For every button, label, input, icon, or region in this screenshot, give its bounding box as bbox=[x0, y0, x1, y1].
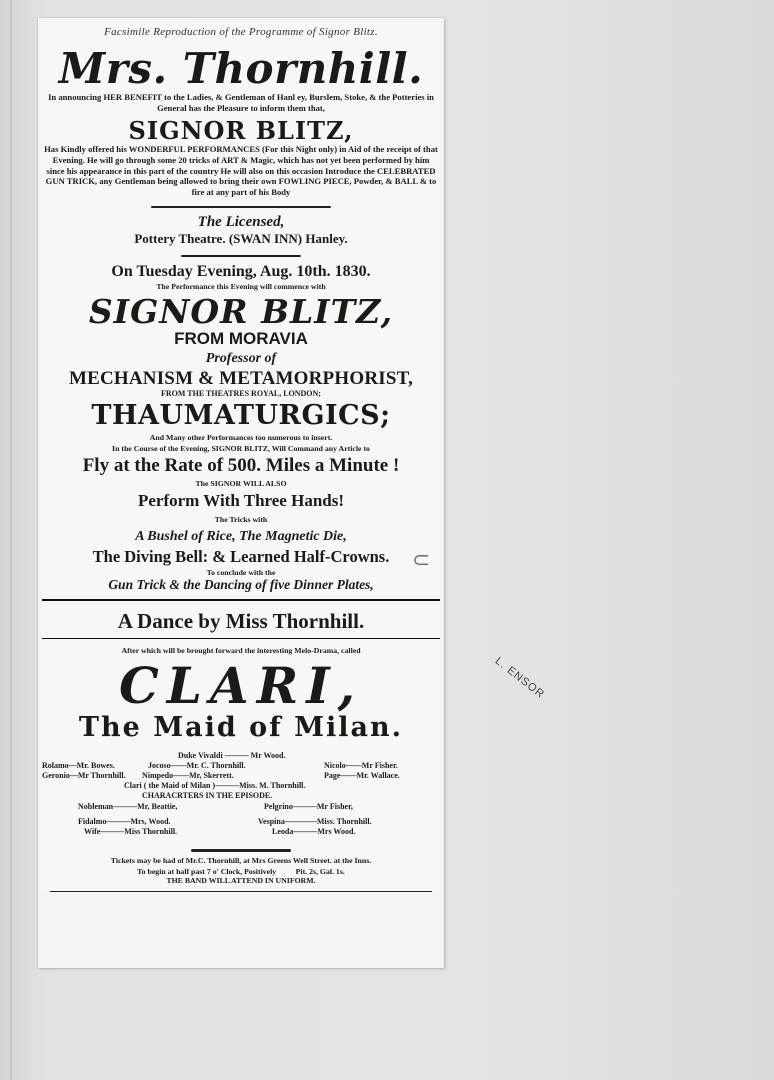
ornamental-rule bbox=[151, 204, 331, 210]
maid-of-milan-title: The Maid of Milan. bbox=[78, 711, 404, 743]
rice-die-line: A Bushel of Rice, The Magnetic Die, bbox=[135, 529, 347, 545]
cast-page: Page——Mr. Wallace. bbox=[324, 770, 400, 780]
thaumaturgics-line: THAUMATURGICS; bbox=[91, 399, 391, 431]
pencil-mark: ⊂ bbox=[412, 548, 431, 573]
gun-trick-line: Gun Trick & the Dancing of five Dinner Plates, bbox=[108, 577, 374, 593]
intro-text: In announcing HER BENEFIT to the Ladies, & Gentleman of Hanl ey, Burslem, Stoke, & the Potteries in General has the Pleasure to inform them that, bbox=[48, 92, 434, 114]
bottom-rule bbox=[50, 891, 432, 892]
divider-rule bbox=[42, 599, 440, 601]
from-theatres-line: FROM THE THEATRES ROYAL, LONDON; bbox=[161, 389, 321, 399]
three-hands-line: Perform With Three Hands! bbox=[137, 491, 345, 511]
cast-geronio: Geronio—Mr Thornhill. bbox=[42, 770, 126, 780]
after-which-line: After which will be brought forward the interesting Melo-Drama, called bbox=[121, 646, 361, 656]
cast-vespina: Vespina————Miss. Thornhill. bbox=[258, 816, 372, 826]
cast-nimpedo: Nimpedo——Mr, Skerrett. bbox=[142, 770, 234, 780]
benefit-title: Mrs. Thornhill. bbox=[58, 44, 424, 94]
blitz-headline: SIGNOR BLITZ, bbox=[88, 291, 394, 331]
cast-list bbox=[42, 751, 440, 843]
licensed-line: The Licensed, bbox=[197, 213, 285, 230]
ornamental-rule-2 bbox=[181, 253, 301, 259]
dance-line: A Dance by Miss Thornhill. bbox=[117, 609, 365, 634]
many-other-line: And Many other Performances too numerous to insert. bbox=[149, 432, 333, 442]
ensor-stamp: L. ENSOR bbox=[492, 655, 547, 702]
from-moravia: FROM MORAVIA bbox=[174, 329, 308, 349]
will-also-line: The SIGNOR WILL ALSO bbox=[195, 478, 287, 488]
cast-jocoso: Jocoso——Mr. C. Thornhill. bbox=[148, 760, 246, 770]
in-course-line: In the Course of the Evening, SIGNOR BLITZ, Will Command any Article to bbox=[112, 444, 370, 454]
divider-rule-2 bbox=[42, 638, 440, 639]
ornamental-rule-3 bbox=[191, 849, 291, 852]
performer-name: SIGNOR BLITZ, bbox=[128, 115, 354, 145]
professor-line: Professor of bbox=[205, 350, 277, 366]
facsimile-header: Facsimile Reproduction of the Programme of Signor Blitz. bbox=[104, 26, 378, 38]
offer-text: Has Kindly offered his WONDERFUL PERFORMANCES (For this Night only) in Aid of the receipt of that Evening. He will go through some 20 tricks of ART & Magic, which has not yet been performed by him since his appearance in this part of the country He will also on this occasion Introduce the CELEBRATED GUN TRICK, any Gentleman being allowed to bring their own FOWLING PIECE, Powder, & BALL & to fire at any part of his Body bbox=[44, 144, 438, 198]
tricks-with-line: The Tricks with bbox=[214, 514, 268, 524]
album-edge bbox=[10, 0, 12, 1080]
cast-rolamo: Rolamo—Mr. Bowes. bbox=[42, 760, 115, 770]
cast-clari: Clari ( the Maid of Milan )———Miss. M. Thornhill. bbox=[124, 780, 306, 790]
cast-duke: Duke Vivaldi ——— Mr Wood. bbox=[178, 750, 286, 760]
characters-heading: CHARACRTERS IN THE EPISODE. bbox=[142, 790, 273, 800]
commence-line: The Performance this Evening will commence with bbox=[156, 282, 326, 292]
tickets-line: Tickets may be had of Mr.C. Thornhill, at Mrs Greens Well Street. at the Inns. bbox=[110, 855, 372, 865]
theatre-line: Pottery Theatre. (SWAN INN) Hanley. bbox=[134, 231, 348, 247]
playbill-clipping bbox=[38, 18, 444, 968]
cast-leoda: Leoda———Mrs Wood. bbox=[272, 826, 356, 836]
diving-bell-line: The Diving Bell: & Learned Half-Crowns. bbox=[92, 546, 390, 566]
playbill bbox=[42, 22, 440, 892]
cast-nobleman: Nobleman———Mr, Beattie, bbox=[78, 801, 178, 811]
cast-nicolo: Nicolo——Mr Fisher. bbox=[324, 760, 398, 770]
cast-fidalmo: Fidalmo———Mrs, Wood. bbox=[78, 816, 171, 826]
begin-line: To begin at half past 7 o' Clock, Positively Pit. 2s, Gal. 1s. bbox=[137, 867, 345, 877]
band-line: THE BAND WILL ATTEND IN UNIFORM. bbox=[166, 875, 316, 885]
date-line: On Tuesday Evening, Aug. 10th. 1830. bbox=[111, 262, 371, 280]
fly-line: Fly at the Rate of 500. Miles a Minute ! bbox=[82, 454, 400, 476]
conclude-line: To conclude with the bbox=[206, 567, 276, 577]
clari-title: CLARI, bbox=[118, 655, 364, 715]
cast-wife: Wife———Miss Thornhill. bbox=[84, 826, 178, 836]
cast-pelgrino: Pelgrino———Mr Fisher, bbox=[264, 801, 353, 811]
mechanism-line: MECHANISM & METAMORPHORIST, bbox=[68, 368, 414, 390]
